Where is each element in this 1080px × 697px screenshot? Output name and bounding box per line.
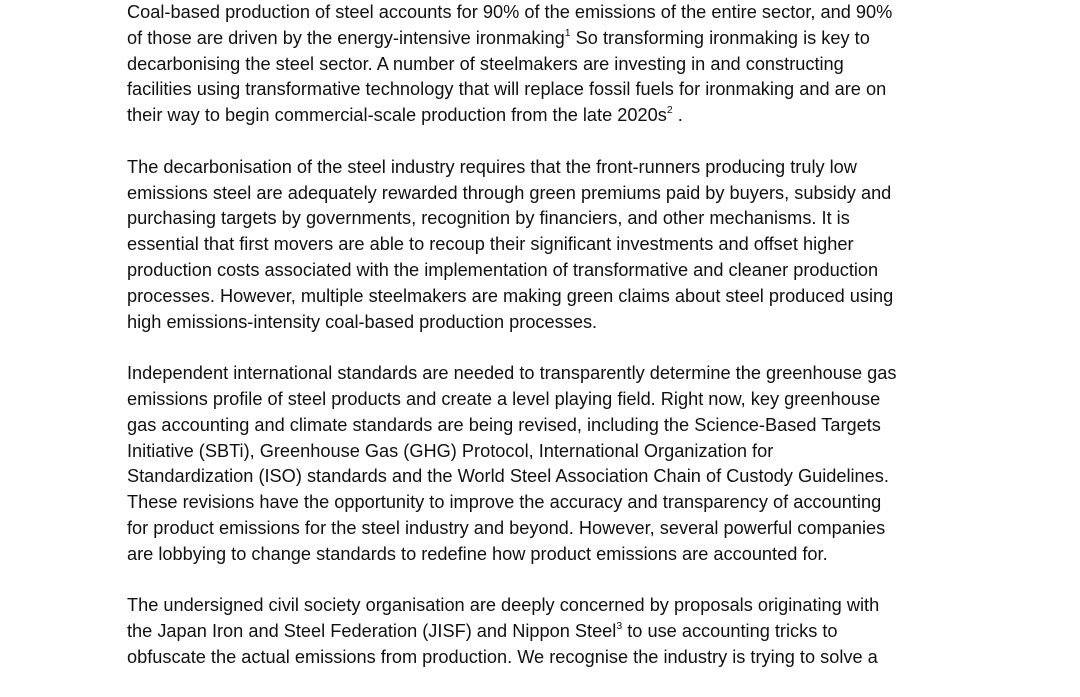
text-line: production costs associated with the implementation of transformative and cleaner production xyxy=(127,259,879,280)
text-line: emissions steel are adequately rewarded through green premiums paid by buyers, subsidy and xyxy=(127,182,892,203)
text-line: essential that first movers are able to recoup their significant investments and offset higher xyxy=(127,234,854,255)
text-line: are lobbying to change standards to redefine how product emissions are accounted for. xyxy=(127,543,828,564)
text-line: Standardization (ISO) standards and the World Steel Association Chain of Custody Guidelines. xyxy=(127,466,889,487)
text-line: facilities using transformative technology that will replace fossil fuels for ironmaking and are on xyxy=(127,79,887,100)
footnote-ref-2[interactable]: 2 xyxy=(666,104,673,117)
text-line: obfuscate the actual emissions from production. We recognise the industry is trying to solve a xyxy=(127,646,878,667)
footnote-ref-1[interactable]: 1 xyxy=(564,26,571,39)
text-line: Coal-based production of steel accounts for 90% of the emissions of the entire sector, and 90% xyxy=(127,2,893,22)
text-line: The decarbonisation of the steel industry requires that the front-runners producing truly low xyxy=(127,156,857,177)
document-page xyxy=(127,0,957,697)
text-line: decarbonising the steel sector. A number of steelmakers are investing in and constructing xyxy=(127,53,844,74)
text-line: gas accounting and climate standards are being revised, including the Science-Based Targets xyxy=(127,414,881,435)
text-line: purchasing targets by governments, recognition by financiers, and other mechanisms. It is xyxy=(127,208,850,229)
paragraph-civil-society-concerns xyxy=(127,593,957,670)
text-line: for product emissions for the steel industry and beyond. However, several powerful companies xyxy=(127,517,886,538)
text-line: processes. However, multiple steelmakers are making green claims about steel produced using xyxy=(127,285,894,306)
text-line: the Japan Iron and Steel Federation (JISF) and Nippon Steel$^3$ to use accounting tricks to xyxy=(127,620,838,642)
text-line: high emissions-intensity coal-based production processes. xyxy=(127,311,598,332)
text-line: their way to begin commercial-scale production from the late $2020s^2$ . xyxy=(127,104,683,126)
text-line: The undersigned civil society organisation are deeply concerned by proposals originating with xyxy=(127,595,880,616)
text-line: Independent international standards are needed to transparently determine the greenhouse gas xyxy=(127,363,897,384)
text-line: Initiative (SBTi), Greenhouse Gas (GHG) Protocol, International Organization for xyxy=(127,440,774,461)
footnote-ref-3[interactable]: 3 xyxy=(616,620,623,633)
text-line: emissions profile of steel products and create a level playing field. Right now, key greenhouse xyxy=(127,388,881,409)
text-line: of those are driven by the energy-intensive ironmaking$^1$ So transforming ironmaking is key to xyxy=(127,26,870,48)
paragraph-international-standards xyxy=(127,361,957,567)
paragraph-coal-based-production xyxy=(127,0,957,129)
paragraph-decarbonisation-requirements xyxy=(127,155,957,336)
text-line: These revisions have the opportunity to improve the accuracy and transparency of accounting xyxy=(127,492,882,513)
